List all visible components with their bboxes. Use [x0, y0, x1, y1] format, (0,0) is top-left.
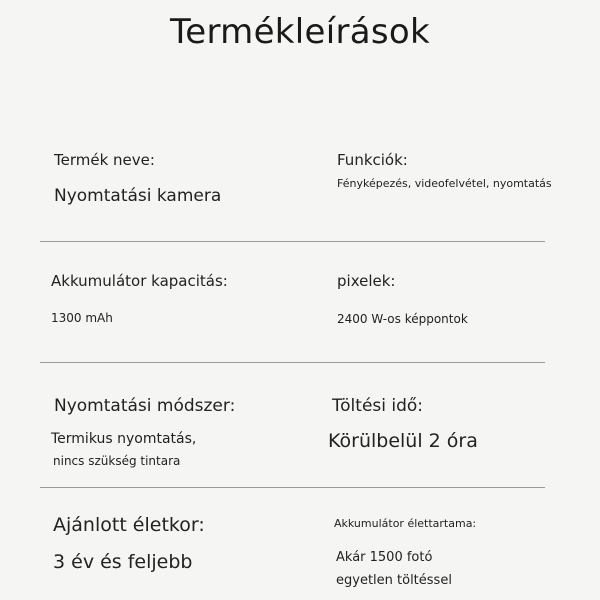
print-method-value-line2: nincs szükség tintara: [53, 454, 181, 468]
charging-time-value: Körülbelül 2 óra: [328, 430, 478, 452]
battery-life-label: Akkumulátor élettartama:: [334, 517, 477, 530]
battery-capacity-label: Akkumulátor kapacitás:: [51, 272, 228, 290]
recommended-age-value: 3 év és feljebb: [53, 551, 193, 573]
print-method-value-line1: Termikus nyomtatás,: [51, 431, 197, 447]
battery-capacity-value: 1300 mAh: [51, 311, 113, 325]
product-name-label: Termék neve:: [54, 151, 155, 169]
functions-value: Fényképezés, videofelvétel, nyomtatás: [337, 177, 552, 190]
pixels-label: pixelek:: [337, 272, 396, 290]
print-method-label: Nyomtatási módszer:: [54, 396, 236, 416]
row-divider: [40, 241, 545, 242]
charging-time-label: Töltési idő:: [332, 396, 424, 416]
page-title: Termékleírások: [169, 12, 431, 52]
row-divider: [40, 362, 545, 363]
pixels-value: 2400 W-os képpontok: [337, 312, 468, 326]
battery-life-value-line1: Akár 1500 fotó: [336, 550, 433, 565]
functions-label: Funkciók:: [337, 151, 408, 169]
battery-life-value-line2: egyetlen töltéssel: [336, 573, 452, 588]
recommended-age-label: Ajánlott életkor:: [53, 514, 205, 536]
row-divider: [40, 487, 545, 488]
product-name-value: Nyomtatási kamera: [54, 186, 222, 206]
